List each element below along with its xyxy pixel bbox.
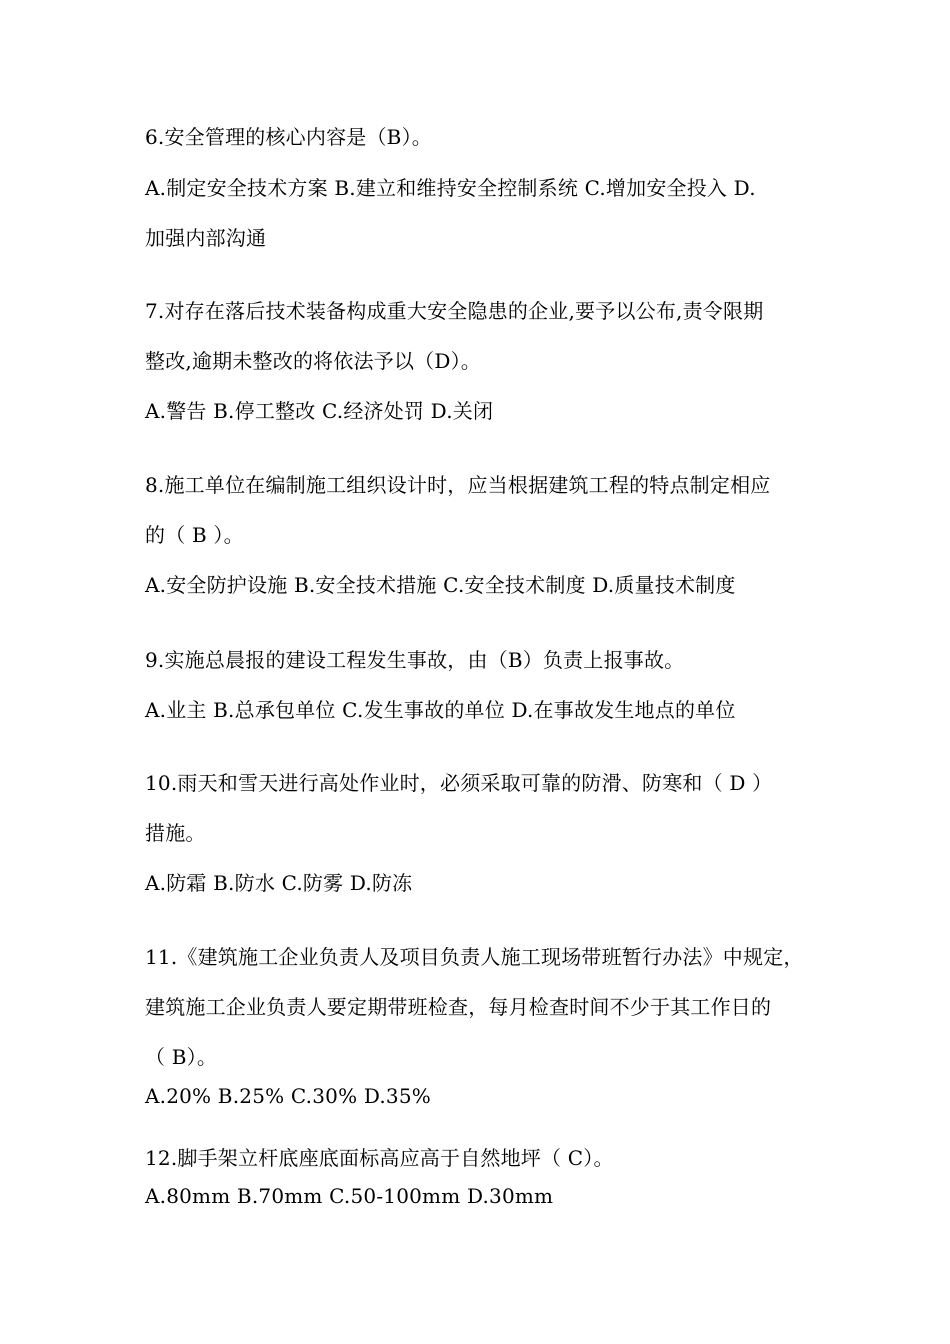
question-10-stem-cont: 措施。 [145, 821, 206, 845]
question-8-stem-cont: 的（ B ）。 [145, 523, 244, 547]
question-6-options-cont: 加强内部沟通 [145, 226, 267, 250]
question-8-stem: 8.施工单位在编制施工组织设计时，应当根据建筑工程的特点制定相应 [145, 473, 771, 497]
question-9-stem: 9.实施总晨报的建设工程发生事故，由（B）负责上报事故。 [145, 648, 685, 672]
question-11-options: A.20% B.25% C.30% D.35% [145, 1084, 431, 1108]
question-12-stem: 12.脚手架立杆底座底面标高应高于自然地坪（ C）。 [145, 1146, 614, 1170]
question-10-options: A.防霜 B.防水 C.防雾 D.防冻 [145, 871, 413, 895]
question-7-options: A.警告 B.停工整改 C.经济处罚 D.关闭 [145, 399, 494, 423]
question-9-options: A.业主 B.总承包单位 C.发生事故的单位 D.在事故发生地点的单位 [145, 698, 736, 722]
question-11-stem: 11.《建筑施工企业负责人及项目负责人施工现场带班暂行办法》中规定， [145, 945, 804, 969]
question-11-stem-cont-2: （ B）。 [145, 1045, 218, 1069]
question-6-options: A.制定安全技术方案 B.建立和维持安全控制系统 C.增加安全投入 D. [145, 176, 756, 200]
question-8-options: A.安全防护设施 B.安全技术措施 C.安全技术制度 D.质量技术制度 [145, 573, 736, 597]
question-10-stem: 10.雨天和雪天进行高处作业时，必须采取可靠的防滑、防寒和（ D ） [145, 771, 773, 795]
question-7-stem-cont: 整改,逾期未整改的将依法予以（D）。 [145, 349, 481, 373]
question-12-options: A.80mm B.70mm C.50-100mm D.30mm [145, 1184, 554, 1208]
question-7-stem: 7.对存在落后技术装备构成重大安全隐患的企业,要予以公布,责令限期 [145, 299, 764, 323]
question-6-stem: 6.安全管理的核心内容是（B）。 [145, 125, 432, 149]
question-11-stem-cont: 建筑施工企业负责人要定期带班检查，每月检查时间不少于其工作日的 [145, 995, 772, 1019]
